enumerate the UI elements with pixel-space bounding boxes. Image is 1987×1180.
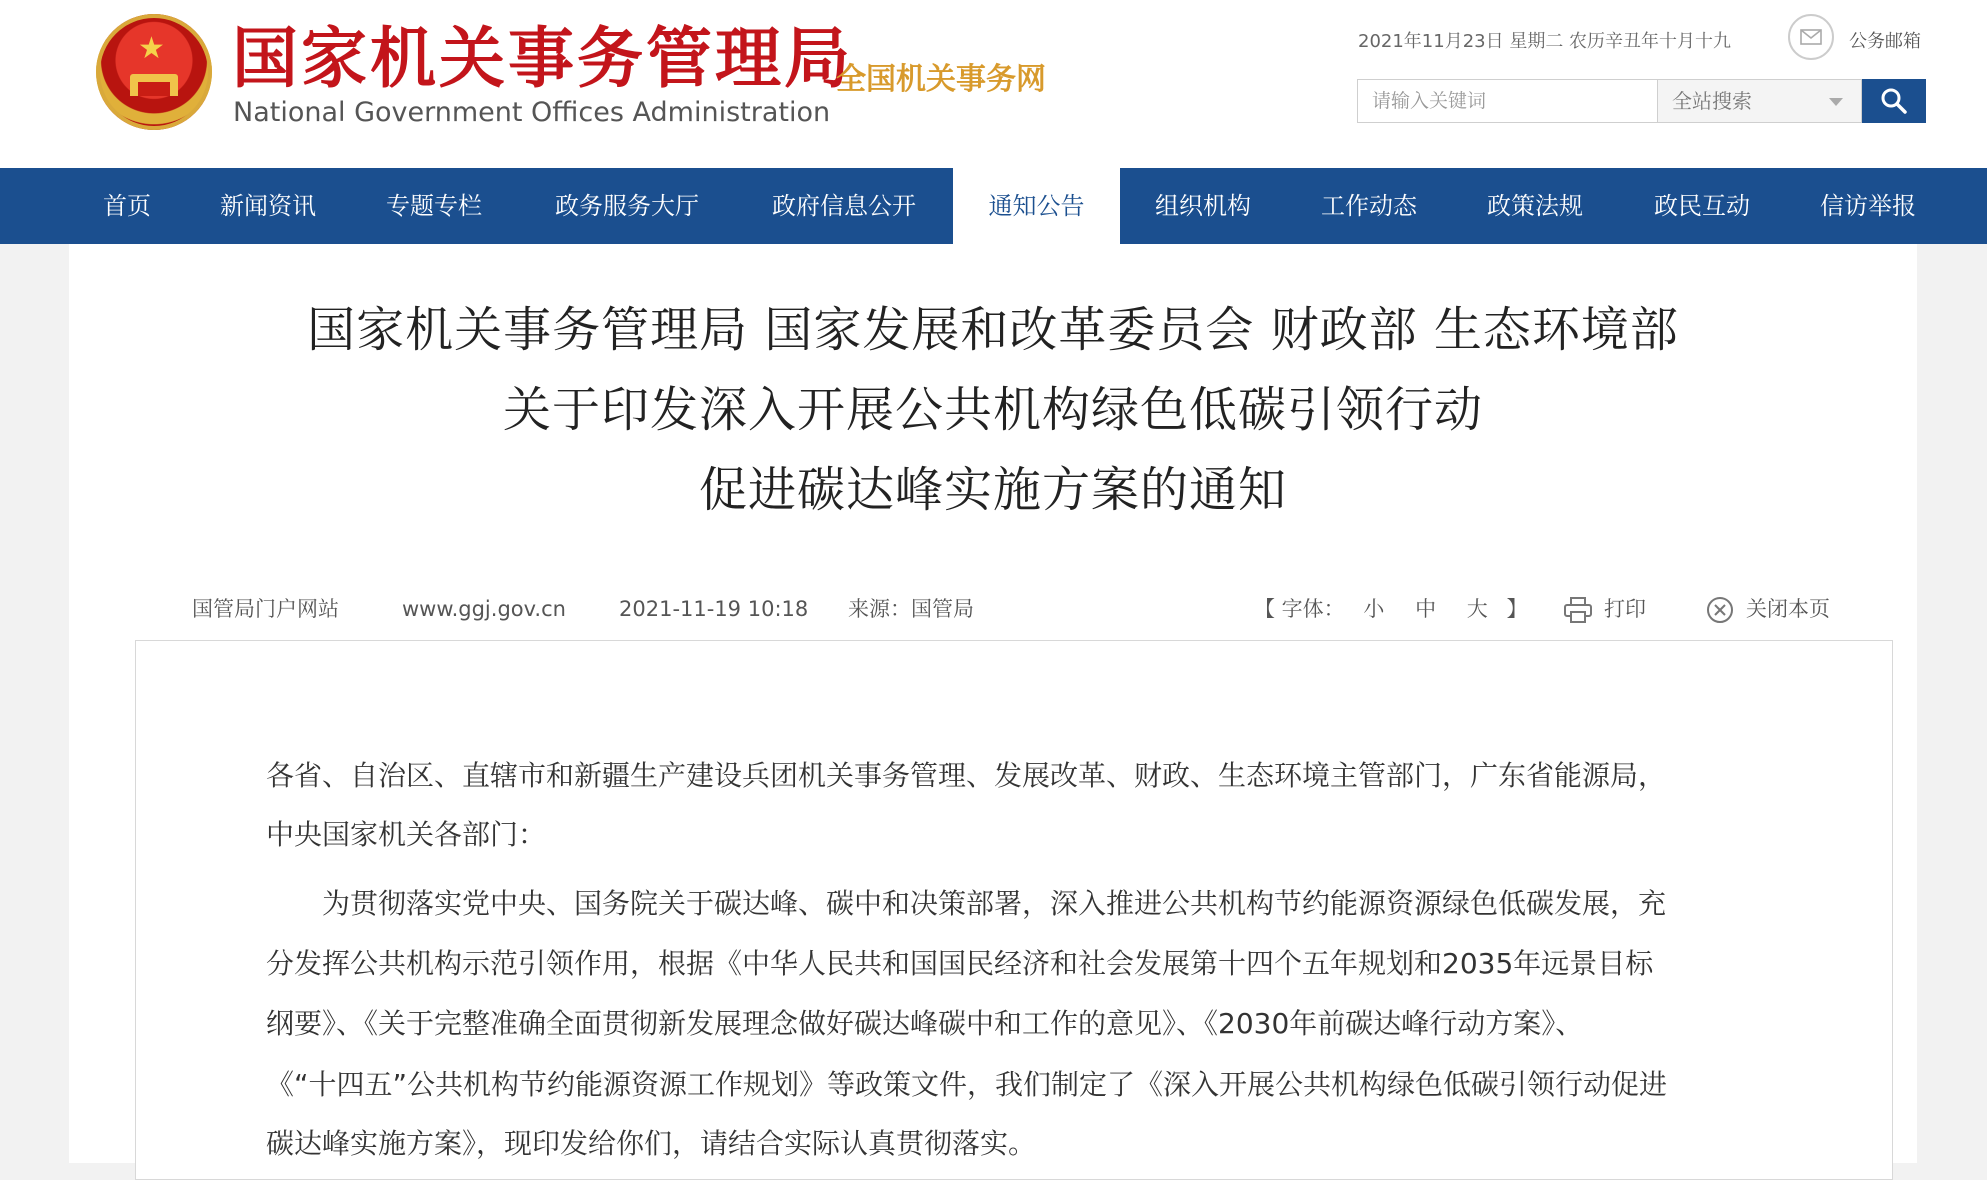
body-line-6: 《“十四五”公共机构节约能源资源工作规划》等政策文件，我们制定了《深入开展公共机构绿色低碳引领行动促进 — [266, 1068, 1668, 1101]
site-title-cn[interactable]: 国家机关事务管理局 — [232, 19, 853, 97]
article-container — [69, 244, 1917, 1163]
body-line-1: 各省、自治区、直辖市和新疆生产建设兵团机关事务管理、发展改革、财政、生态环境主管部门，广东省能源局， — [266, 759, 1667, 792]
national-emblem-logo — [96, 14, 212, 130]
article-title-line-2: 关于印发深入开展公共机构绿色低碳引领行动 — [502, 382, 1483, 438]
font-size-label: 【 字体： — [1254, 597, 1345, 621]
nav-item-topics[interactable]: 专题专栏 — [386, 192, 482, 220]
nav-item-work-updates[interactable]: 工作动态 — [1321, 192, 1417, 220]
close-icon[interactable] — [1706, 596, 1734, 624]
search-icon — [1880, 87, 1908, 115]
body-line-5: 纲要》、《关于完整准确全面贯彻新发展理念做好碳达峰碳中和工作的意见》、《2030年前碳达峰行动方案》、 — [266, 1007, 1584, 1040]
site-header — [0, 0, 1987, 168]
font-large-button[interactable]: 大 — [1466, 597, 1488, 621]
nav-item-interaction[interactable]: 政民互动 — [1654, 192, 1750, 220]
search-button[interactable] — [1862, 79, 1926, 123]
nav-item-organization[interactable]: 组织机构 — [1155, 192, 1251, 220]
site-title-en: National Government Offices Administration — [233, 97, 831, 128]
chevron-down-icon — [1829, 98, 1843, 106]
star-icon: ★ — [138, 31, 165, 66]
font-size-control — [1254, 594, 1527, 624]
mail-link[interactable]: 公务邮箱 — [1849, 31, 1921, 52]
mail-icon[interactable] — [1788, 14, 1834, 60]
nav-item-policies[interactable]: 政策法规 — [1487, 192, 1583, 220]
nav-item-petition[interactable]: 信访举报 — [1820, 192, 1916, 220]
meta-datetime: 2021-11-19 10:18 — [619, 597, 809, 621]
body-line-4: 分发挥公共机构示范引领作用，根据《中华人民共和国国民经济和社会发展第十四个五年规划和2035年远景目标 — [266, 947, 1654, 980]
font-medium-button[interactable]: 中 — [1415, 597, 1437, 621]
article-title-line-3: 促进碳达峰实施方案的通知 — [698, 462, 1287, 518]
close-page-button[interactable]: 关闭本页 — [1746, 597, 1830, 621]
search-scope-label: 全站搜索 — [1672, 89, 1752, 113]
nav-item-news[interactable]: 新闻资讯 — [220, 192, 316, 220]
nav-item-info-disclosure[interactable]: 政府信息公开 — [772, 192, 916, 220]
meta-source: 来源：国管局 — [848, 597, 974, 621]
print-button[interactable]: 打印 — [1604, 597, 1646, 621]
printer-icon[interactable] — [1563, 596, 1593, 624]
body-line-2: 中央国家机关各部门： — [266, 818, 547, 851]
current-date: 2021年11月23日 星期二 农历辛丑年十月十九 — [1358, 31, 1732, 52]
nav-item-home[interactable]: 首页 — [103, 192, 151, 220]
nav-item-notices[interactable]: 通知公告 — [953, 168, 1120, 248]
body-line-7: 碳达峰实施方案》，现印发给你们，请结合实际认真贯彻落实。 — [266, 1127, 1037, 1160]
search-scope-select[interactable] — [1657, 79, 1862, 123]
font-small-button[interactable]: 小 — [1363, 597, 1385, 621]
meta-site: 国管局门户网站 — [192, 597, 339, 621]
tiananmen-gate-icon — [130, 74, 178, 96]
main-nav — [0, 168, 1987, 244]
article-title-line-1: 国家机关事务管理局 国家发展和改革委员会 财政部 生态环境部 — [307, 302, 1679, 358]
meta-url: www.ggj.gov.cn — [402, 597, 566, 621]
nav-item-services[interactable]: 政务服务大厅 — [555, 192, 699, 220]
search-input[interactable] — [1357, 79, 1657, 123]
site-subtitle: 全国机关事务网 — [836, 62, 1046, 97]
font-size-close-bracket: 】 — [1506, 597, 1528, 621]
body-line-3: 为贯彻落实党中央、国务院关于碳达峰、碳中和决策部署，深入推进公共机构节约能源资源绿色低碳发展，充 — [266, 887, 1667, 920]
